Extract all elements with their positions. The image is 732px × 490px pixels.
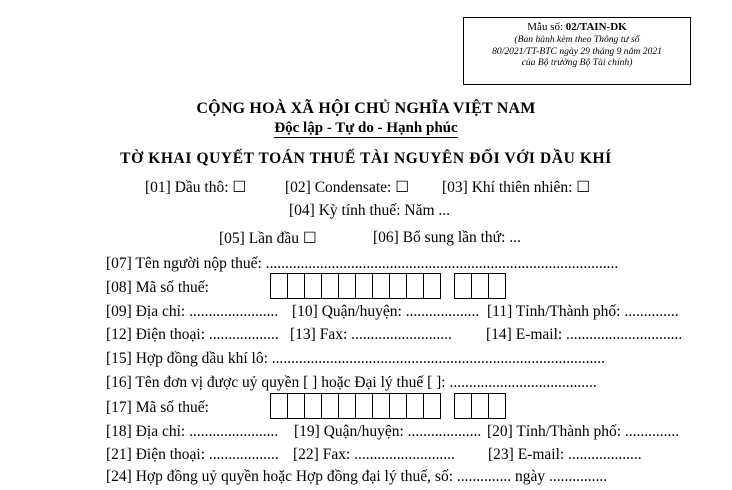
field-17-tax-code-boxes[interactable] bbox=[270, 393, 505, 419]
form-code bbox=[464, 21, 690, 34]
field-14-email[interactable]: [14] E-mail: .............................. bbox=[486, 326, 683, 343]
tax-code-digit[interactable] bbox=[454, 273, 472, 299]
tax-code-gap bbox=[440, 393, 454, 419]
field-12-phone[interactable]: [12] Điện thoại: .................. bbox=[106, 326, 279, 343]
field-11-province[interactable]: [11] Tỉnh/Thành phố: .............. bbox=[487, 303, 679, 320]
tax-code-digit[interactable] bbox=[338, 393, 356, 419]
tax-code-digit[interactable] bbox=[287, 393, 305, 419]
field-07-taxpayer-name[interactable]: [07] Tên người nộp thuế: ........................................................................................... bbox=[106, 255, 619, 272]
field-15-oil-contract[interactable]: [15] Hợp đồng dầu khí lô: ...................................................................................... bbox=[106, 350, 606, 367]
tax-code-digit[interactable] bbox=[423, 393, 441, 419]
field-08-tax-code-label: [08] Mã số thuế: bbox=[106, 279, 209, 296]
field-13-fax[interactable]: [13] Fax: .......................... bbox=[290, 326, 452, 343]
tax-code-digit[interactable] bbox=[488, 273, 506, 299]
tax-code-digit[interactable] bbox=[471, 273, 489, 299]
field-03-natural-gas[interactable]: [03] Khí thiên nhiên: ☐ bbox=[442, 179, 591, 196]
field-01-crude-oil[interactable]: [01] Dầu thô: ☐ bbox=[145, 179, 247, 196]
form-title: TỜ KHAI QUYẾT TOÁN THUẾ TÀI NGUYÊN ĐỐI VỚI DẦU KHÍ bbox=[120, 150, 612, 167]
tax-code-digit[interactable] bbox=[270, 393, 288, 419]
tax-code-gap bbox=[440, 273, 454, 299]
field-21-phone[interactable]: [21] Điện thoại: .................. bbox=[106, 446, 279, 463]
tax-code-digit[interactable] bbox=[355, 273, 373, 299]
field-24-contract[interactable]: [24] Hợp đồng uỷ quyền hoặc Hợp đồng đại lý thuế, số: .............. ngày ............... bbox=[106, 468, 608, 485]
tax-code-digit[interactable] bbox=[372, 393, 390, 419]
field-02-condensate[interactable]: [02] Condensate: ☐ bbox=[285, 179, 410, 196]
tax-code-digit[interactable] bbox=[406, 393, 424, 419]
tax-code-digit[interactable] bbox=[389, 273, 407, 299]
field-23-email[interactable]: [23] E-mail: ................... bbox=[488, 446, 642, 463]
form-code-label: Mẫu số: bbox=[527, 21, 564, 33]
form-code-box bbox=[463, 17, 691, 85]
tax-code-digit[interactable] bbox=[406, 273, 424, 299]
motto bbox=[0, 120, 732, 137]
tax-code-digit[interactable] bbox=[304, 273, 322, 299]
tax-code-digit[interactable] bbox=[423, 273, 441, 299]
field-22-fax[interactable]: [22] Fax: .......................... bbox=[293, 446, 455, 463]
field-04-tax-period[interactable]: [04] Kỳ tính thuế: Năm ... bbox=[289, 202, 451, 219]
field-08-tax-code-boxes[interactable] bbox=[270, 273, 505, 299]
field-05-first-time[interactable]: [05] Lần đầu ☐ bbox=[219, 230, 317, 247]
form-code-value: 02/TAIN-DK bbox=[565, 21, 627, 33]
field-10-district[interactable]: [10] Quận/huyện: ................... bbox=[292, 303, 480, 320]
motto-text: Độc lập - Tự do - Hạnh phúc bbox=[274, 120, 458, 136]
field-17-tax-code-label: [17] Mã số thuế: bbox=[106, 399, 209, 416]
tax-code-digit[interactable] bbox=[389, 393, 407, 419]
form-code-note-1: (Ban hành kèm theo Thông tư số bbox=[514, 34, 640, 45]
field-20-province[interactable]: [20] Tỉnh/Thành phố: .............. bbox=[487, 423, 680, 440]
field-16-authorized-unit[interactable]: [16] Tên đơn vị được uỷ quyền [ ] hoặc Đại lý thuế [ ]: ...................................... bbox=[106, 374, 597, 391]
tax-code-digit[interactable] bbox=[454, 393, 472, 419]
tax-code-digit[interactable] bbox=[270, 273, 288, 299]
tax-code-digit[interactable] bbox=[355, 393, 373, 419]
field-06-supplement[interactable]: [06] Bổ sung lần thứ: ... bbox=[373, 229, 521, 246]
field-19-district[interactable]: [19] Quận/huyện: ................... bbox=[294, 423, 482, 440]
tax-code-digit[interactable] bbox=[338, 273, 356, 299]
tax-code-digit[interactable] bbox=[471, 393, 489, 419]
tax-code-digit[interactable] bbox=[321, 393, 339, 419]
field-18-address[interactable]: [18] Địa chỉ: ....................... bbox=[106, 423, 279, 440]
tax-code-digit[interactable] bbox=[321, 273, 339, 299]
tax-code-digit[interactable] bbox=[488, 393, 506, 419]
form-code-note-2: 80/2021/TT-BTC ngày 29 tháng 9 năm 2021 bbox=[492, 45, 662, 57]
tax-code-digit[interactable] bbox=[372, 273, 390, 299]
tax-code-digit[interactable] bbox=[287, 273, 305, 299]
form-code-note-3: của Bộ trưởng Bộ Tài chính) bbox=[521, 57, 633, 68]
country-header: CỘNG HOÀ XÃ HỘI CHỦ NGHĨA VIỆT NAM bbox=[196, 100, 536, 117]
field-09-address[interactable]: [09] Địa chỉ: ....................... bbox=[106, 303, 279, 320]
tax-code-digit[interactable] bbox=[304, 393, 322, 419]
